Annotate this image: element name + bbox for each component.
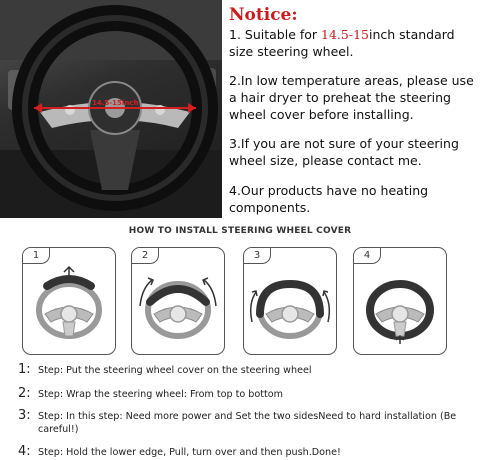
notice-item-3: 3.If you are not sure of your steering wheel size, please contact me.	[229, 136, 459, 168]
step-number: 3:	[18, 408, 31, 423]
step-text: Step: Put the steering wheel cover on the steering wheel	[38, 365, 312, 376]
panel-number: 4	[354, 248, 381, 264]
steering-wheel-photo	[0, 0, 222, 218]
notice-item-1-prefix: 1. Suitable for	[229, 27, 322, 42]
step-number: 2:	[18, 386, 31, 401]
step-number: 4:	[18, 444, 31, 459]
install-panel-4	[353, 247, 447, 355]
measurement-label: 14.5-15inch	[92, 99, 139, 107]
notice-item-1-size: 14.5-15	[321, 27, 369, 42]
panel-number: 3	[244, 248, 271, 264]
notice-title: Notice:	[229, 5, 298, 25]
step-text: Step: In this step: Need more power and Set the two sidesNeed to hard installation (Be careful!)	[38, 411, 457, 435]
install-guide-title: HOW TO INSTALL STEERING WHEEL COVER	[128, 226, 352, 236]
notice-item-2: 2.In low temperature areas, please use a hair dryer to preheat the steering wheel cover before installing.	[229, 73, 474, 122]
step-text: Step: Hold the lower edge, Pull, turn over and then push.Done!	[38, 447, 341, 458]
step-number: 1:	[18, 362, 31, 377]
step-text: Step: Wrap the steering wheel: From top to bottom	[38, 389, 283, 400]
install-panel-3	[243, 247, 337, 355]
notice-item-1	[229, 26, 477, 60]
measurement-arrow	[0, 0, 222, 218]
notice-item-4: 4.Our products have no heating components.	[229, 183, 429, 215]
install-panel-1	[22, 247, 116, 355]
install-panel-2	[131, 247, 225, 355]
panel-number: 2	[132, 248, 159, 264]
panel-number: 1	[23, 248, 50, 264]
product-header	[0, 0, 480, 218]
notice-item-1-suffix: inch standard size steering wheel.	[229, 27, 455, 59]
